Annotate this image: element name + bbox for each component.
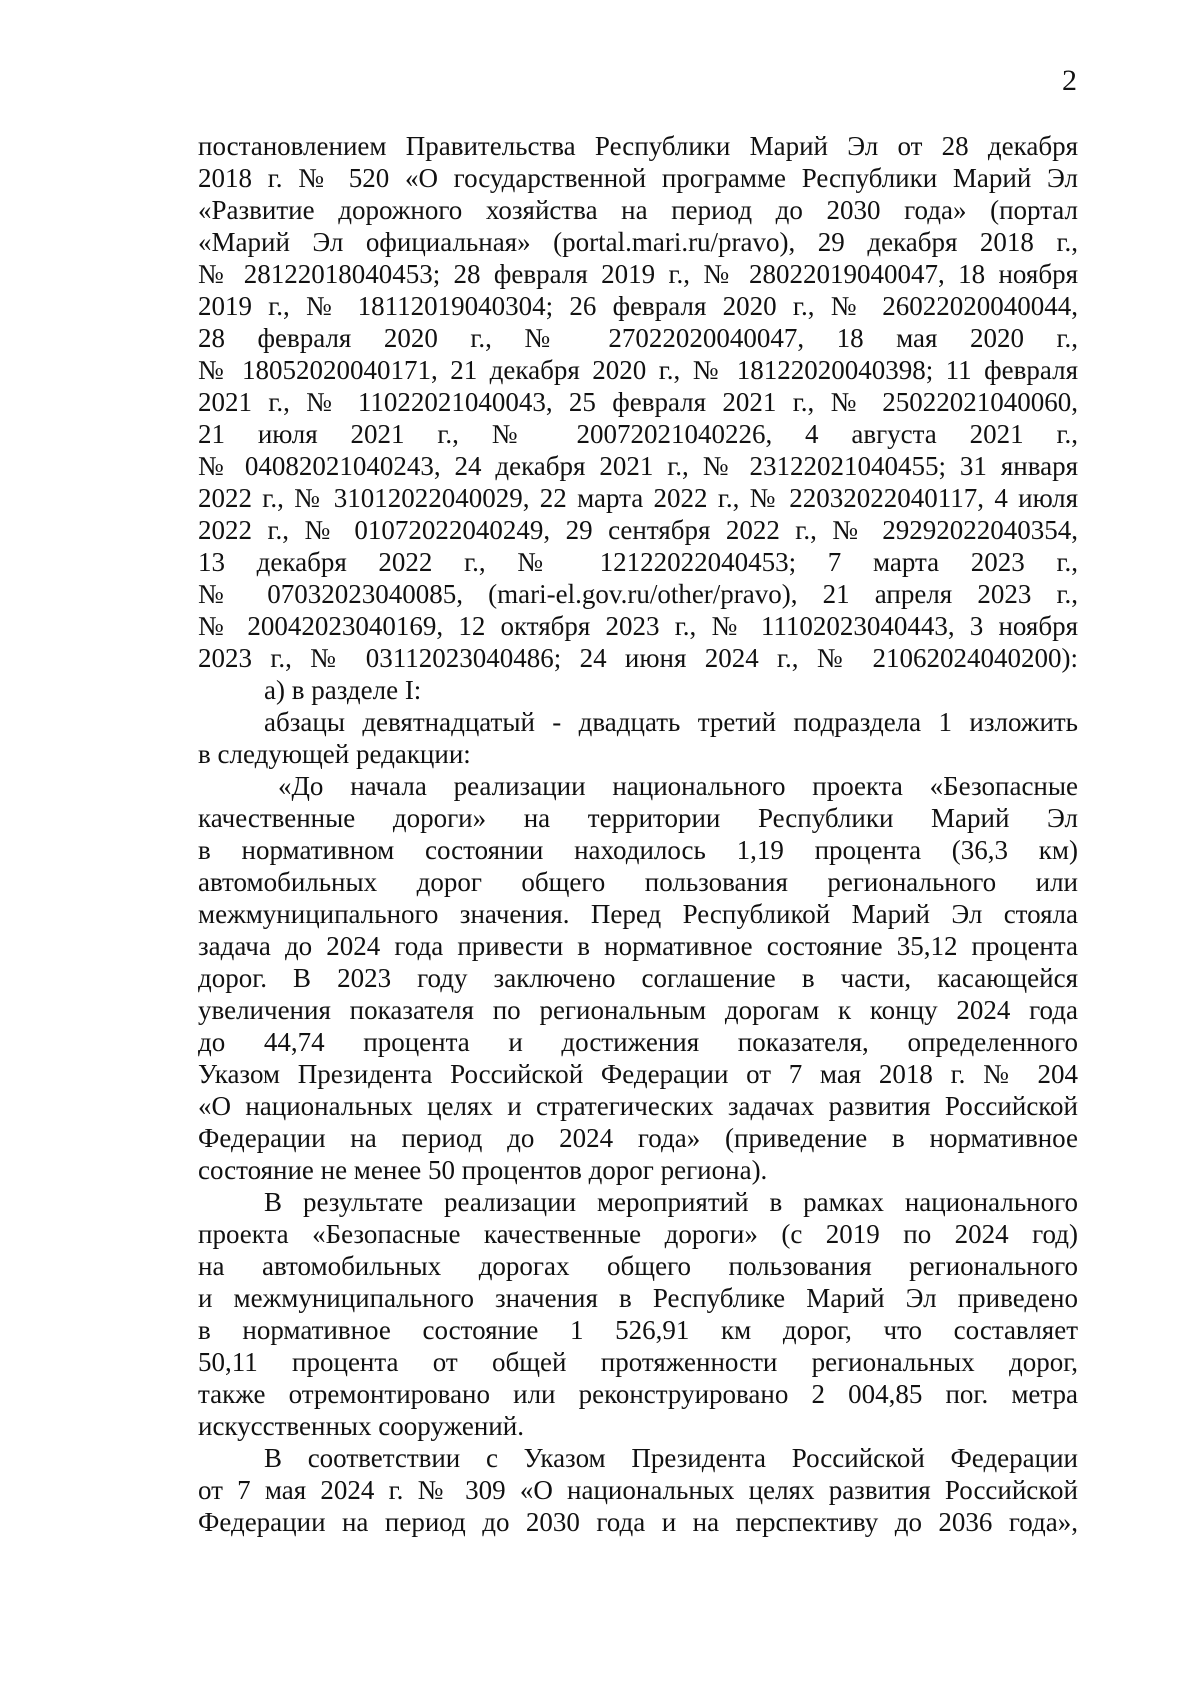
text-line: «Развитие дорожного хозяйства на период до 2030 года» (портал bbox=[198, 195, 1078, 225]
text-line: № 18052020040171, 21 декабря 2020 г., № 18122020040398; 11 февраля bbox=[198, 355, 1078, 385]
text-line: 2023 г., № 03112023040486; 24 июня 2024 г., № 21062024040200): bbox=[198, 643, 1078, 673]
text-line: и межмуниципального значения в Республике Марий Эл приведено bbox=[198, 1283, 1078, 1313]
text-line: проекта «Безопасные качественные дороги» (с 2019 по 2024 год) bbox=[198, 1219, 1078, 1249]
text-line: «До начала реализации национального проекта «Безопасные bbox=[278, 771, 1078, 801]
text-line: № 28122018040453; 28 февраля 2019 г., № 28022019040047, 18 ноября bbox=[198, 259, 1078, 289]
text-line: 50,11 процента от общей протяженности региональных дорог, bbox=[198, 1347, 1078, 1377]
text-line: в нормативном состоянии находилось 1,19 процента (36,3 км) bbox=[198, 835, 1078, 865]
text-line: 2018 г. № 520 «О государственной программе Республики Марий Эл bbox=[198, 163, 1078, 193]
text-line: № 20042023040169, 12 октября 2023 г., № 11102023040443, 3 ноября bbox=[198, 611, 1078, 641]
text-line: на автомобильных дорогах общего пользования регионального bbox=[198, 1251, 1078, 1281]
text-line: в нормативное состояние 1 526,91 км дорог, что составляет bbox=[198, 1315, 1078, 1345]
text-line: № 04082021040243, 24 декабря 2021 г., № 23122021040455; 31 января bbox=[198, 451, 1078, 481]
text-line: а) в разделе I: bbox=[264, 675, 422, 705]
text-line: абзацы девятнадцатый - двадцать третий подраздела 1 изложить bbox=[264, 707, 1078, 737]
text-line: в следующей редакции: bbox=[198, 739, 471, 769]
text-line: В результате реализации мероприятий в рамках национального bbox=[264, 1187, 1078, 1217]
text-line: межмуниципального значения. Перед Республикой Марий Эл стояла bbox=[198, 899, 1078, 929]
text-line: В соответствии с Указом Президента Российской Федерации bbox=[264, 1443, 1078, 1473]
text-line: 13 декабря 2022 г., № 12122022040453; 7 марта 2023 г., bbox=[198, 547, 1078, 577]
text-line: 2022 г., № 31012022040029, 22 марта 2022 г., № 22032022040117, 4 июля bbox=[198, 483, 1078, 513]
text-line: дорог. В 2023 году заключено соглашение в части, касающейся bbox=[198, 963, 1078, 993]
text-line: «Марий Эл официальная» (portal.mari.ru/pravo), 29 декабря 2018 г., bbox=[198, 227, 1078, 257]
text-line: 2022 г., № 01072022040249, 29 сентября 2022 г., № 29292022040354, bbox=[198, 515, 1078, 545]
text-line: Федерации на период до 2024 года» (приведение в нормативное bbox=[198, 1123, 1078, 1153]
text-line: до 44,74 процента и достижения показателя, определенного bbox=[198, 1027, 1078, 1057]
text-line: также отремонтировано или реконструировано 2 004,85 пог. метра bbox=[198, 1379, 1078, 1409]
text-line: состояние не менее 50 процентов дорог региона). bbox=[198, 1155, 768, 1185]
text-line: задача до 2024 года привести в нормативное состояние 35,12 процента bbox=[198, 931, 1078, 961]
text-line: от 7 мая 2024 г. № 309 «О национальных целях развития Российской bbox=[198, 1475, 1078, 1505]
text-line: постановлением Правительства Республики Марий Эл от 28 декабря bbox=[198, 131, 1078, 161]
text-line: увеличения показателя по региональным дорогам к концу 2024 года bbox=[198, 995, 1078, 1025]
text-line: 21 июля 2021 г., № 20072021040226, 4 августа 2021 г., bbox=[198, 419, 1078, 449]
text-line: 28 февраля 2020 г., № 27022020040047, 18 мая 2020 г., bbox=[198, 323, 1078, 353]
text-line: 2019 г., № 18112019040304; 26 февраля 2020 г., № 26022020040044, bbox=[198, 291, 1078, 321]
text-line: № 07032023040085, (mari-el.gov.ru/other/pravo), 21 апреля 2023 г., bbox=[198, 579, 1078, 609]
text-line: «О национальных целях и стратегических задачах развития Российской bbox=[198, 1091, 1078, 1121]
text-line: автомобильных дорог общего пользования регионального или bbox=[198, 867, 1078, 897]
text-line: качественные дороги» на территории Республики Марий Эл bbox=[198, 803, 1078, 833]
page-number: 2 bbox=[1062, 64, 1077, 97]
text-line: Указом Президента Российской Федерации от 7 мая 2018 г. № 204 bbox=[198, 1059, 1078, 1089]
text-line: 2021 г., № 11022021040043, 25 февраля 2021 г., № 25022021040060, bbox=[198, 387, 1078, 417]
text-line: искусственных сооружений. bbox=[198, 1411, 524, 1441]
text-line: Федерации на период до 2030 года и на перспективу до 2036 года», bbox=[198, 1507, 1078, 1537]
